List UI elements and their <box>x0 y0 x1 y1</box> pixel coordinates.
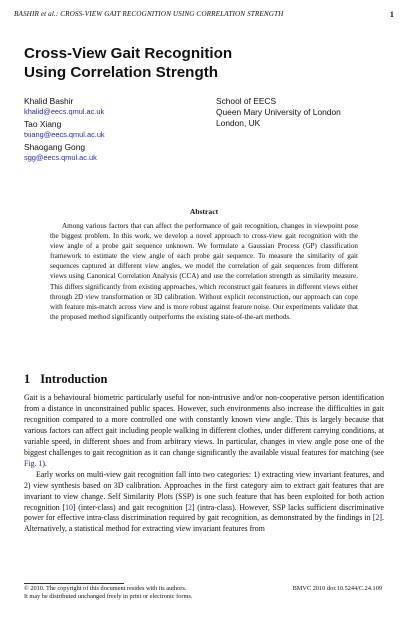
abstract-heading: Abstract <box>189 207 219 216</box>
author-list <box>24 96 204 165</box>
paragraph-2: Early works on multi-view gait recognition fall into two categories: 1) extracting view invariant features, and 2) view synthesis based on 3D calibration. Approaches in the first category aim to extract gait features that are invariant to view change. Self Similarity Plots (SSP) is one such feature that has been exploited for both action recognition [10] (inter-class) and gait recognition [2] (intra-class). However, SSP lacks sufficient discriminative power for effective intra-class discrimination required by gait recognition, as demonstrated by the findings in [2]. Alternatively, a statistical method for extracting view invariant features from <box>24 469 384 534</box>
running-head <box>14 10 394 19</box>
figure-reference-link[interactable]: Fig. 1 <box>24 458 43 468</box>
section-heading <box>24 372 107 387</box>
affiliation-line: London, UK <box>216 118 261 128</box>
doi-footnote: BMVC 2010 doi:10.5244/C.24.109 <box>292 585 382 592</box>
author-email-link[interactable]: txiang@eecs.qmul.ac.uk <box>24 130 105 139</box>
abstract-text: Among various factors that can affect the performance of gait recognition, changes in viewpoint pose the biggest problem. In this work, we develop a novel approach to cross-view gait recognition with the view angle of a probe gait sequence unknown. We formulate a Gaussian Process (GP) classification framework to estimate the view angle of each probe gait sequence. To measure the similarity of gait sequences captured at different view angles, we model the correlation of gait sequences from different views using Canonical Correlation Analysis (CCA) and use the correlation strength as similarity measure. This differs significantly from existing approaches, which reconstruct gait features in different views either through 2D view transformation or 3D calibration. Without explicit reconstruction, our approach can cope with feature mis-match across view and is more robust against feature noise. Our experiments validate that the proposed method significantly outperforms the existing state-of-the-art methods. <box>50 222 358 321</box>
affiliation <box>216 96 396 129</box>
citation-link[interactable]: 10 <box>65 502 73 512</box>
title-line-1: Cross-View Gait Recognition <box>24 45 233 62</box>
page-number: 1 <box>389 10 394 19</box>
author-email-link[interactable]: sgg@eecs.qmul.ac.uk <box>24 153 97 162</box>
citation-link[interactable]: 2 <box>375 513 380 523</box>
author-name: Tao Xiang <box>24 119 62 129</box>
body-text <box>24 393 384 535</box>
section-number: 1 <box>24 372 31 386</box>
author-email-link[interactable]: khalid@eecs.qmul.ac.uk <box>24 107 105 116</box>
copyright-footnote: © 2010. The copyright of this document resides with its authors. It may be distributed unchanged freely in print or electronic forms. <box>24 585 193 600</box>
title-line-2: Using Correlation Strength <box>24 64 219 81</box>
citation-link[interactable]: 2 <box>187 502 192 512</box>
paragraph-1: Gait is a behavioural biometric particularly useful for non-intrusive and/or non-cooperative person identification from a distance in unconstrained public spaces. However, such environments also increase the difficulties in gait recognition compared to a more controlled one with constantly known view angle. This is largely because that various factors can affect gait including people walking in different clothes, under different carrying conditions, at variable speed, in different shoes and from arbitrary views. In particular, changes in view angle pose one of the biggest challenges to gait recognition as it can change significantly the available visual features for matching (see Fig. 1). <box>24 393 384 468</box>
affiliation-line: School of EECS <box>216 96 277 106</box>
author-1 <box>24 96 204 117</box>
author-name: Khalid Bashir <box>24 96 74 106</box>
running-head-title: BASHIR et al.: CROSS-VIEW GAIT RECOGNITION USING CORRELATION STRENGTH <box>14 10 284 18</box>
section-title: Introduction <box>40 372 108 386</box>
paper-title <box>24 44 384 82</box>
affiliation-line: Queen Mary University of London <box>216 107 341 117</box>
footnote-divider <box>24 583 124 584</box>
author-3 <box>24 142 204 163</box>
author-2 <box>24 119 204 140</box>
author-name: Shaogang Gong <box>24 142 86 152</box>
